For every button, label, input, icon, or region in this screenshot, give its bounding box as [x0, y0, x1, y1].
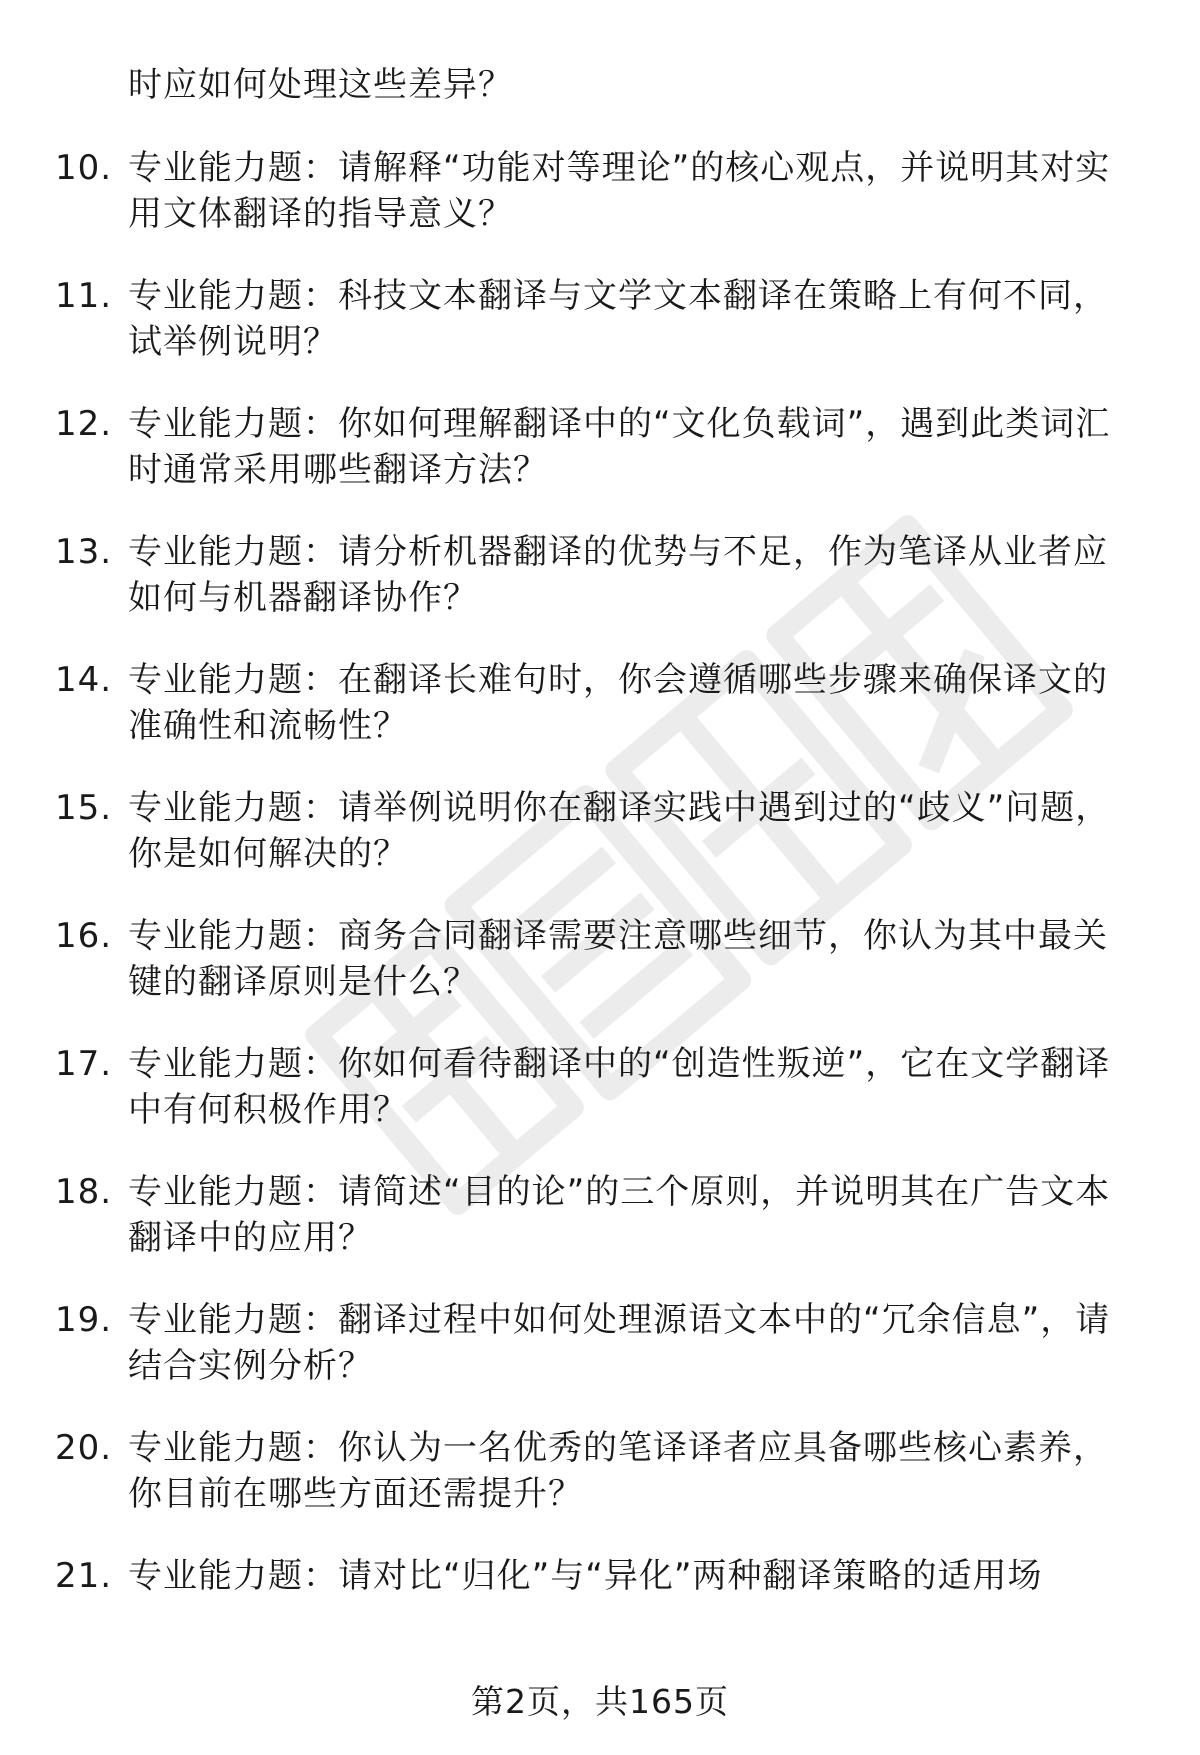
- question-text: 专业能力题：翻译过程中如何处理源语文本中的“冗余信息”，请结合实例分析？: [128, 1300, 1111, 1386]
- question-number: 19.: [55, 1300, 113, 1340]
- question-number: 11.: [55, 276, 113, 316]
- question-number: 12.: [55, 404, 113, 444]
- question-list: [0, 145, 1200, 1681]
- question-number: 14.: [55, 660, 113, 700]
- question-item: [0, 1553, 1200, 1681]
- question-item: [0, 785, 1200, 913]
- question-item: [0, 401, 1200, 529]
- question-number: 21.: [55, 1556, 113, 1596]
- question-text: 专业能力题：请举例说明你在翻译实践中遇到过的“歧义”问题，你是如何解决的？: [128, 788, 1111, 874]
- question-number: 15.: [55, 788, 113, 828]
- question-item: [0, 145, 1200, 273]
- question-text: 专业能力题：请对比“归化”与“异化”两种翻译策略的适用场: [128, 1556, 1043, 1596]
- question-number: 10.: [55, 148, 113, 188]
- question-text: 专业能力题：请分析机器翻译的优势与不足，作为笔译从业者应如何与机器翻译协作？: [128, 532, 1108, 618]
- question-item: [0, 913, 1200, 1041]
- question-text: 专业能力题：商务合同翻译需要注意哪些细节，你认为其中最关键的翻译原则是什么？: [128, 916, 1108, 1002]
- question-number: 20.: [55, 1428, 113, 1468]
- continuation-text: 时应如何处理这些差异？: [128, 65, 513, 105]
- question-item: [0, 529, 1200, 657]
- question-text: 专业能力题：你如何看待翻译中的“创造性叛逆”，它在文学翻译中有何积极作用？: [128, 1044, 1111, 1130]
- question-text: 专业能力题：请简述“目的论”的三个原则，并说明其在广告文本翻译中的应用？: [128, 1172, 1111, 1258]
- question-text: 专业能力题：你认为一名优秀的笔译译者应具备哪些核心素养，你目前在哪些方面还需提升？: [128, 1428, 1108, 1514]
- question-number: 18.: [55, 1172, 113, 1212]
- question-item: [0, 657, 1200, 785]
- question-number: 13.: [55, 532, 113, 572]
- question-item: [0, 1297, 1200, 1425]
- question-text: 专业能力题：科技文本翻译与文学文本翻译在策略上有何不同，试举例说明？: [128, 276, 1108, 362]
- question-item: [0, 273, 1200, 401]
- question-text: 专业能力题：你如何理解翻译中的“文化负载词”，遇到此类词汇时通常采用哪些翻译方法？: [128, 404, 1111, 490]
- question-number: 16.: [55, 916, 113, 956]
- question-text: 专业能力题：请解释“功能对等理论”的核心观点，并说明其对实用文体翻译的指导意义？: [128, 148, 1111, 234]
- question-text: 专业能力题：在翻译长难句时，你会遵循哪些步骤来确保译文的准确性和流畅性？: [128, 660, 1108, 746]
- question-item: [0, 1425, 1200, 1553]
- question-item: [0, 1169, 1200, 1297]
- question-number: 17.: [55, 1044, 113, 1084]
- page-footer: 第2页，共165页: [471, 1682, 729, 1721]
- question-item: [0, 1041, 1200, 1169]
